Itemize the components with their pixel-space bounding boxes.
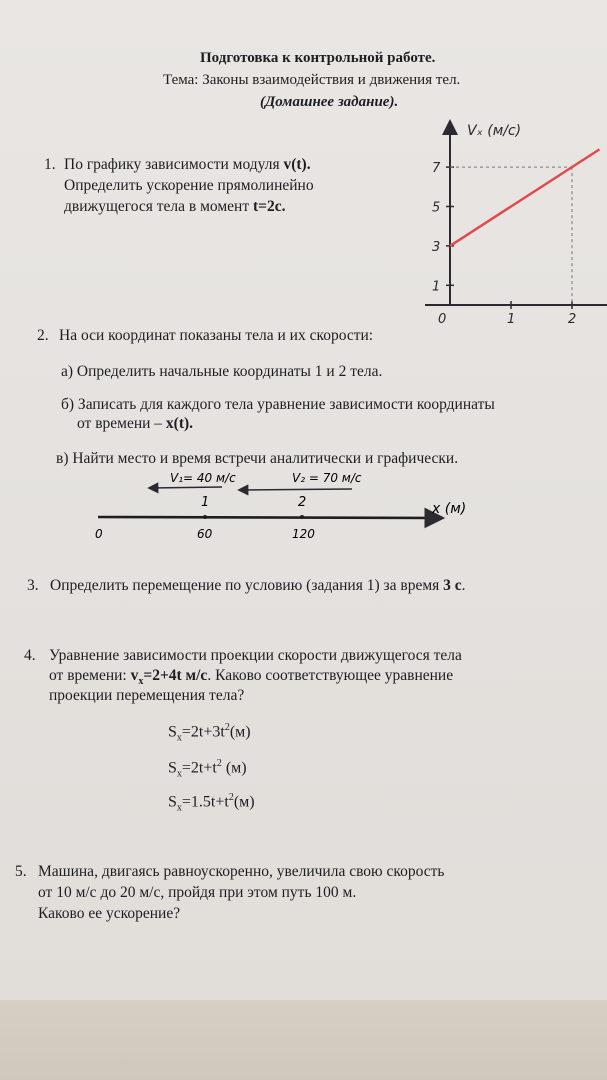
chart-y-tick-label: 1 xyxy=(432,279,441,295)
body2-point xyxy=(300,515,304,519)
velocity-time-chart xyxy=(405,115,607,340)
velocity1-label: V₁= 40 м/с xyxy=(170,471,236,485)
body1-label: 1 xyxy=(201,495,210,510)
chart-y-tick-label: 7 xyxy=(432,161,441,177)
task3-text: Определить перемещение по условию (задания 1) за время 3 с. xyxy=(50,577,466,594)
task2-intro: На оси координат показаны тела и их скорости: xyxy=(59,327,374,344)
task1-number: 1. xyxy=(44,156,56,173)
task2-number: 2. xyxy=(37,327,49,344)
chart-y-label: Vₓ (м/с) xyxy=(467,123,522,139)
velocity1-arrow xyxy=(150,487,222,488)
origin-label: 0 xyxy=(95,527,103,541)
x-axis-label: x (м) xyxy=(432,501,467,517)
x-axis-line xyxy=(98,517,440,518)
coordinate-axis-sketch xyxy=(80,462,500,552)
task4-line3: проекции перемещения тела? xyxy=(49,687,245,704)
coord2-label: 120 xyxy=(292,527,315,541)
task2-part-c: в) Найти место и время встречи аналитически и графически. xyxy=(56,450,459,467)
velocity2-label: V₂ = 70 м/с xyxy=(292,471,362,485)
homework-label: (Домашнее задание). xyxy=(260,94,399,110)
answer-option-1: $S_x=2t+3t^2(м)$ xyxy=(168,722,251,744)
task1-line2: Определить ускорение прямолинейно xyxy=(64,177,314,194)
task5-line1: Машина, двигаясь равноускоренно, увеличила свою скорость xyxy=(38,863,445,880)
task5-line3: Каково ее ускорение? xyxy=(38,905,181,922)
task2-part-b-line1: б) Записать для каждого тела уравнение зависимости координаты xyxy=(61,396,495,413)
body2-label: 2 xyxy=(298,495,307,510)
task3-number: 3. xyxy=(27,577,39,594)
task4-line2: от времени: $v_x=2+4t$ м/с. Каково соответствующее уравнение xyxy=(49,667,454,688)
task1-line3: движущегося тела в момент t=2с. xyxy=(64,198,286,215)
chart-x-tick-label: 0 xyxy=(438,312,447,327)
chart-series-line xyxy=(450,149,599,246)
coord1-label: 60 xyxy=(197,527,213,541)
task4-line1: Уравнение зависимости проекции скорости движущегося тела xyxy=(49,647,462,664)
chart-y-tick-label: 5 xyxy=(432,200,441,216)
task2-part-b-line2: от времени – x(t). xyxy=(77,415,194,432)
velocity2-arrow xyxy=(240,489,352,490)
chart-x-tick-label: 2 xyxy=(568,312,577,327)
task4-number: 4. xyxy=(24,647,36,664)
task2-part-a: а) Определить начальные координаты 1 и 2 тела. xyxy=(61,363,383,380)
page-title: Подготовка к контрольной работе. xyxy=(200,50,436,66)
page-topic: Тема: Законы взаимодействия и движения тел. xyxy=(163,72,461,88)
chart-x-tick-label: 1 xyxy=(507,312,516,327)
answer-option-2: $S_x=2t+t^2$ (м) xyxy=(168,758,247,780)
task1-line1: По графику зависимости модуля v(t). xyxy=(64,156,311,173)
task5-number: 5. xyxy=(15,863,27,880)
chart-y-tick-label: 3 xyxy=(432,239,441,255)
body1-point xyxy=(203,515,207,519)
answer-option-3: $S_x=1.5t+t^2(м)$ xyxy=(168,792,255,814)
table-surface xyxy=(0,1000,607,1080)
task5-line2: от 10 м/с до 20 м/с, пройдя при этом путь 100 м. xyxy=(38,884,357,901)
